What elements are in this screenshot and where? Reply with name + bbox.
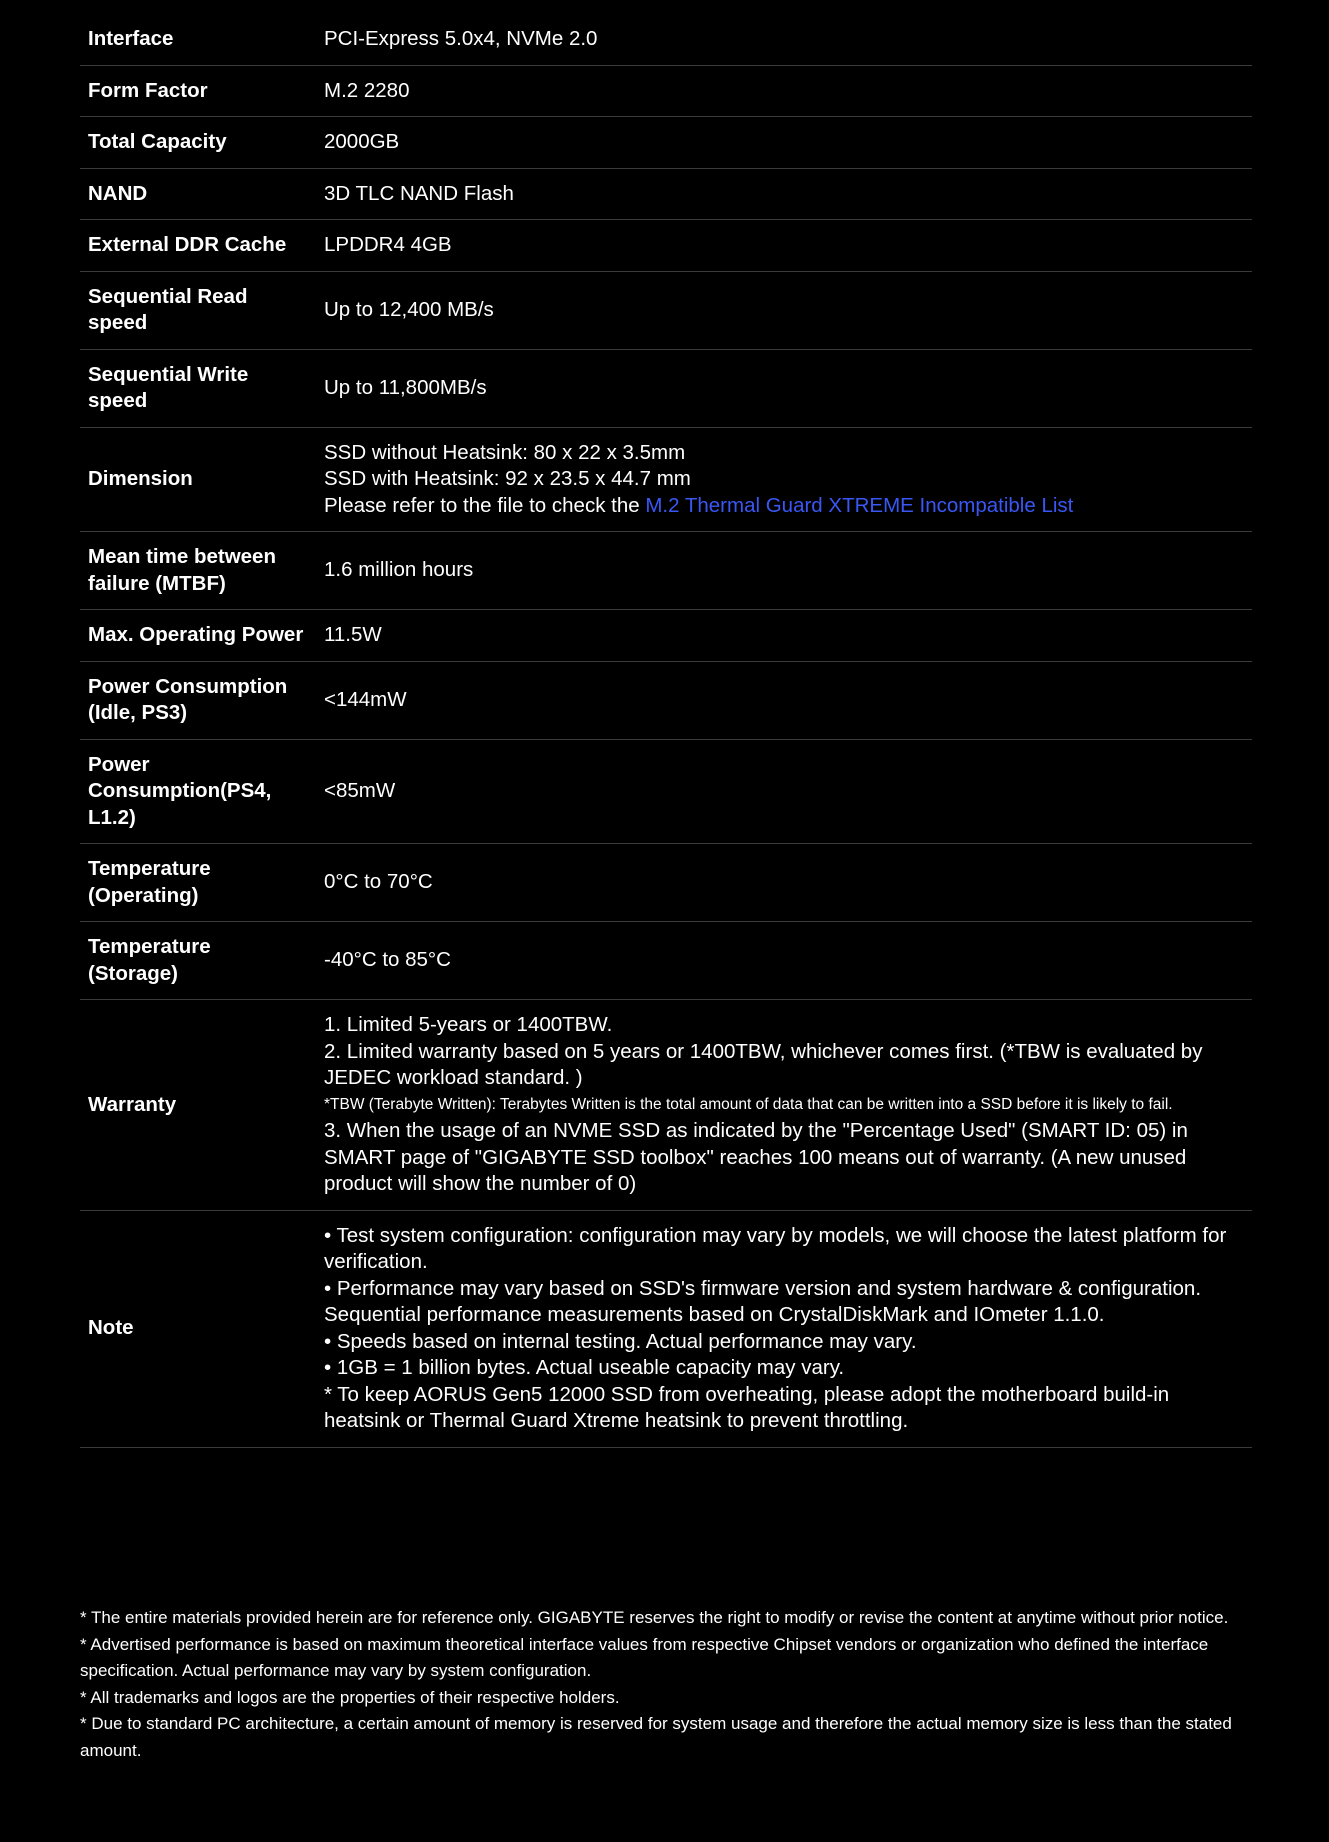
spec-label: Mean time between failure (MTBF): [80, 532, 316, 610]
spec-value: M.2 2280: [316, 65, 1252, 117]
spec-label: Power Consumption (Idle, PS3): [80, 661, 316, 739]
spec-value: 11.5W: [316, 610, 1252, 662]
dimension-without-heatsink: SSD without Heatsink: 80 x 22 x 3.5mm: [324, 440, 686, 464]
spec-value: [316, 427, 1252, 532]
warranty-item-2: 2. Limited warranty based on 5 years or 1400TBW, whichever comes first. (*TBW is evaluated by JEDEC workload standard. ): [324, 1039, 1203, 1089]
spec-label: Temperature (Operating): [80, 844, 316, 922]
spec-row-form-factor: [80, 65, 1252, 117]
note-item: • Performance may vary based on SSD's firmware version and system hardware & configuration. Sequential performance measurements based on CrystalDiskMark and IOmeter 1.1.0.: [324, 1276, 1202, 1326]
disclaimer-line: * Due to standard PC architecture, a certain amount of memory is reserved for system usage and therefore the actual memory size is less than the stated amount.: [80, 1714, 1232, 1760]
disclaimer-line: * Advertised performance is based on maximum theoretical interface values from respective Chipset vendors or organization who defined the interface specification. Actual performance may vary by system configuration.: [80, 1634, 1209, 1680]
spec-value: -40°C to 85°C: [316, 922, 1252, 1000]
note-item: • Speeds based on internal testing. Actual performance may vary.: [324, 1329, 917, 1353]
spec-row-sequential-write: [80, 349, 1252, 427]
spec-value: [316, 1210, 1252, 1447]
spec-row-power-idle: [80, 661, 1252, 739]
warranty-item-1: 1. Limited 5-years or 1400TBW.: [324, 1013, 613, 1036]
spec-row-mtbf: [80, 532, 1252, 610]
spec-label: Form Factor: [80, 65, 316, 117]
spec-value: 3D TLC NAND Flash: [316, 168, 1252, 220]
spec-value: PCI-Express 5.0x4, NVMe 2.0: [316, 13, 1252, 65]
spec-row-temp-storage: [80, 922, 1252, 1000]
spec-value: LPDDR4 4GB: [316, 220, 1252, 272]
disclaimer-footer: [80, 1605, 1260, 1764]
disclaimer-line: * The entire materials provided herein are for reference only. GIGABYTE reserves the right to modify or revise the content at anytime without prior notice.: [80, 1608, 1229, 1627]
note-item: * To keep AORUS Gen5 12000 SSD from overheating, please adopt the motherboard build-in heatsink or Thermal Guard Xtreme heatsink to prevent throttling.: [324, 1382, 1170, 1432]
spec-row-temp-operating: [80, 844, 1252, 922]
spec-row-interface: [80, 13, 1252, 65]
spec-value: [316, 1000, 1252, 1211]
spec-row-sequential-read: [80, 271, 1252, 349]
warranty-item-3: 3. When the usage of an NVME SSD as indicated by the "Percentage Used" (SMART ID: 05) in SMART page of "GIGABYTE SSD toolbox" reaches 100 means out of warranty. (A new unused product will show the number of 0): [324, 1119, 1188, 1195]
spec-row-warranty: [80, 1000, 1252, 1211]
spec-value: Up to 12,400 MB/s: [316, 271, 1252, 349]
spec-row-power-ps4: [80, 739, 1252, 844]
spec-value: Up to 11,800MB/s: [316, 349, 1252, 427]
spec-label: Sequential Write speed: [80, 349, 316, 427]
spec-table: [80, 13, 1252, 1448]
spec-value: <144mW: [316, 661, 1252, 739]
spec-label: Sequential Read speed: [80, 271, 316, 349]
spec-label: Interface: [80, 13, 316, 65]
spec-label: Power Consumption(PS4, L1.2): [80, 739, 316, 844]
spec-row-max-power: [80, 610, 1252, 662]
spec-value: 0°C to 70°C: [316, 844, 1252, 922]
spec-value: <85mW: [316, 739, 1252, 844]
spec-value: 1.6 million hours: [316, 532, 1252, 610]
dimension-with-heatsink: SSD with Heatsink: 92 x 23.5 x 44.7 mm: [324, 467, 691, 490]
spec-row-total-capacity: [80, 117, 1252, 169]
spec-label: Temperature (Storage): [80, 922, 316, 1000]
spec-label: External DDR Cache: [80, 220, 316, 272]
spec-row-nand: [80, 168, 1252, 220]
spec-label: Note: [80, 1210, 316, 1447]
spec-row-dimension: [80, 427, 1252, 532]
note-item: • 1GB = 1 billion bytes. Actual useable capacity may vary.: [324, 1356, 845, 1379]
spec-row-note: [80, 1210, 1252, 1447]
spec-label: Total Capacity: [80, 117, 316, 169]
spec-label: NAND: [80, 168, 316, 220]
tbw-footnote: *TBW (Terabyte Written): Terabytes Written is the total amount of data that can be written into a SSD before it is likely to fail.: [324, 1095, 1173, 1113]
spec-label: Max. Operating Power: [80, 610, 316, 662]
incompatible-list-link[interactable]: M.2 Thermal Guard XTREME Incompatible List: [645, 493, 1074, 517]
spec-label: Warranty: [80, 1000, 316, 1211]
dimension-reference-text: Please refer to the file to check the: [324, 493, 646, 517]
disclaimer-line: * All trademarks and logos are the properties of their respective holders.: [80, 1687, 620, 1707]
spec-value: 2000GB: [316, 117, 1252, 169]
spec-row-ddr-cache: [80, 220, 1252, 272]
spec-label: Dimension: [80, 427, 316, 532]
dimension-reference: [324, 493, 1244, 520]
note-item: • Test system configuration: configuration may vary by models, we will choose the latest platform for verification.: [324, 1223, 1227, 1273]
